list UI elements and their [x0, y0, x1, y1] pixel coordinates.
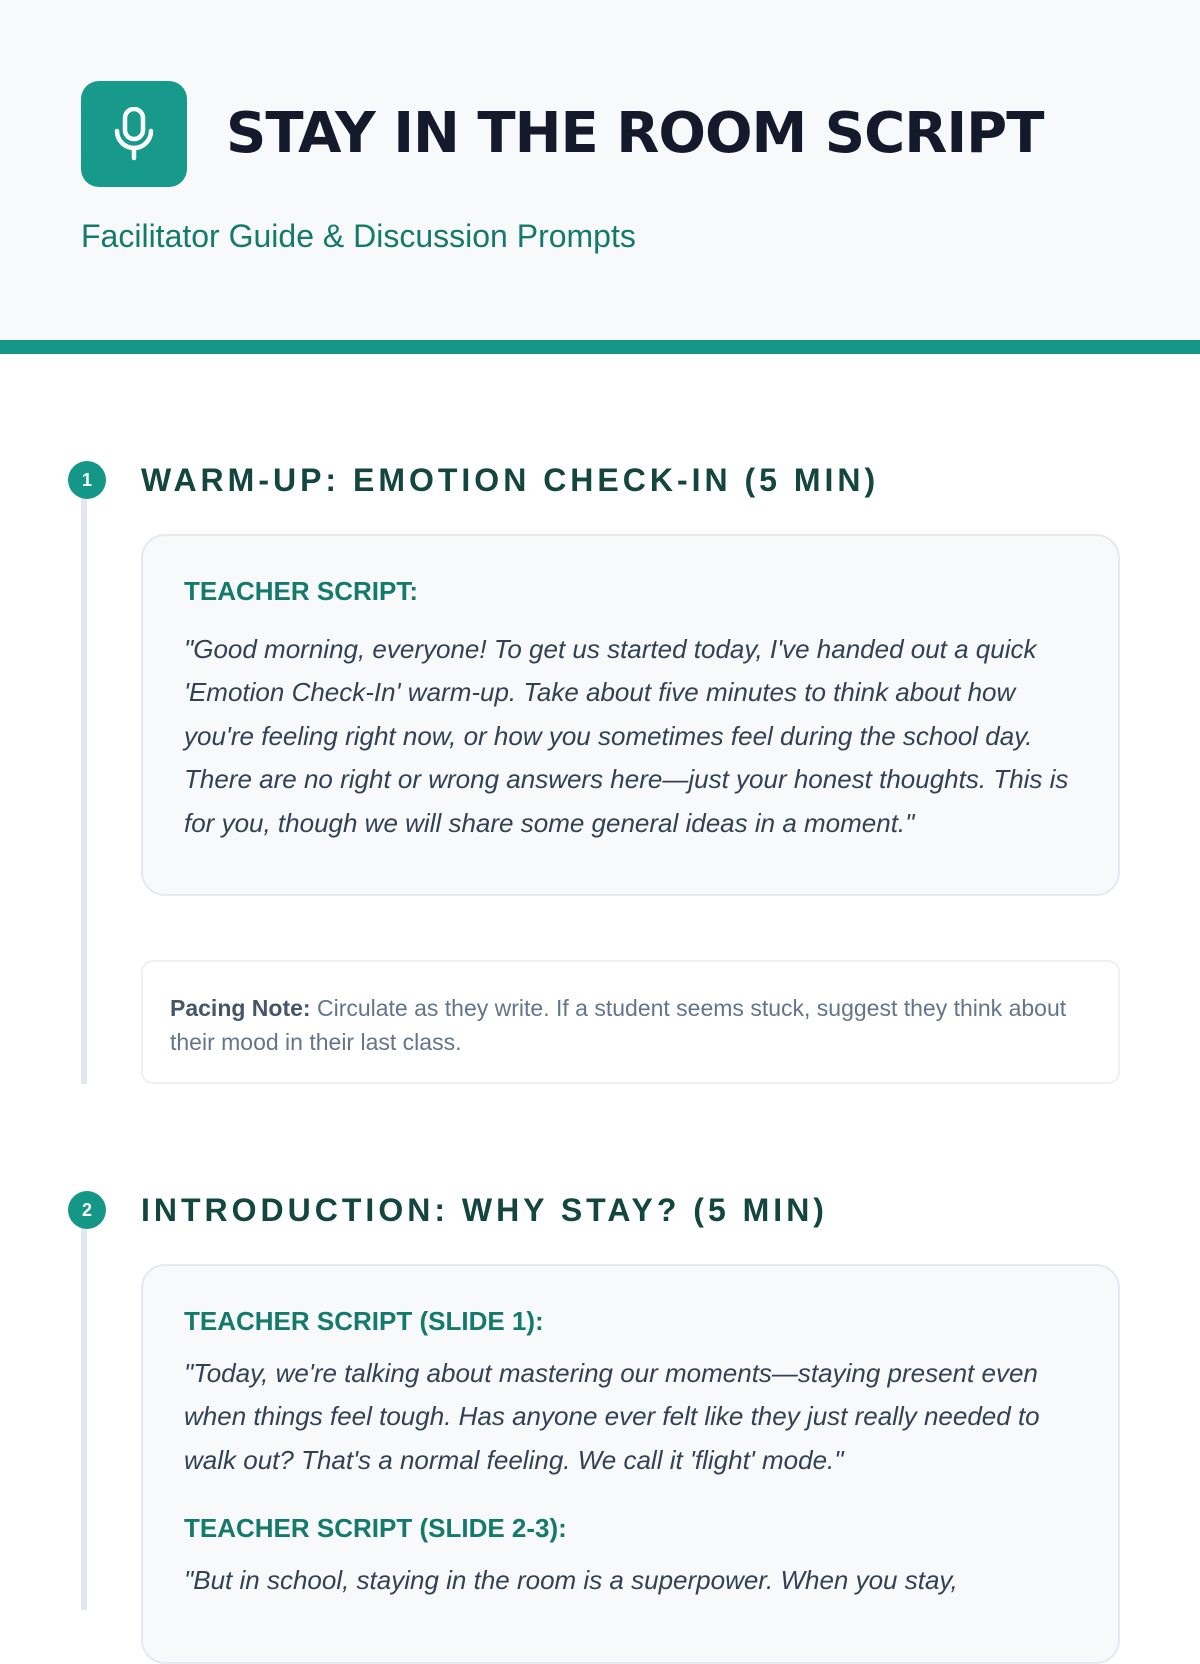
step-number-badge: 1: [68, 461, 106, 499]
pacing-note-card: [141, 960, 1120, 1084]
pacing-note: [170, 991, 1090, 1059]
script-label: TEACHER SCRIPT:: [184, 576, 419, 606]
section-heading: INTRODUCTION: WHY STAY? (5 MIN): [141, 1192, 828, 1228]
microphone-icon: [112, 107, 156, 161]
script-text: "Today, we're talking about mastering our moments—staying present even when things feel tough. Has anyone ever felt like they just really needed to walk out? That's a normal feeling. We call it 'flight' mode.": [184, 1358, 1040, 1475]
page-header: [0, 0, 1200, 340]
header-divider: [0, 340, 1200, 354]
step-number-badge: 2: [68, 1191, 106, 1229]
script-label: TEACHER SCRIPT (SLIDE 2-3):: [184, 1513, 567, 1543]
timeline-line: [81, 480, 87, 1084]
pacing-note-label: Pacing Note:: [170, 995, 311, 1021]
teacher-script-card: [141, 534, 1120, 896]
section-warm-up: [0, 460, 1200, 1084]
script-text: "But in school, staying in the room is a superpower. When you stay,: [184, 1565, 958, 1595]
timeline-line: [81, 1210, 87, 1610]
script-label: TEACHER SCRIPT (SLIDE 1):: [184, 1306, 544, 1336]
microphone-badge: [81, 81, 187, 187]
section-introduction: [0, 1190, 1200, 1600]
teacher-script-card: [141, 1264, 1120, 1664]
pacing-note-text: Circulate as they write. If a student seems stuck, suggest they think about their mood in their last class.: [170, 995, 1067, 1055]
page-title: STAY IN THE ROOM SCRIPT: [226, 101, 1044, 166]
script-text: "Good morning, everyone! To get us started today, I've handed out a quick 'Emotion Check-In' warm-up. Take about five minutes to think about how you're feeling right now, or how you sometimes feel during the school day. There are no right or wrong answers here—just your honest thoughts. This is for you, though we will share some general ideas in a moment.": [184, 634, 1069, 838]
section-heading: WARM-UP: EMOTION CHECK-IN (5 MIN): [141, 462, 880, 498]
page-subtitle: Facilitator Guide & Discussion Prompts: [81, 218, 636, 254]
